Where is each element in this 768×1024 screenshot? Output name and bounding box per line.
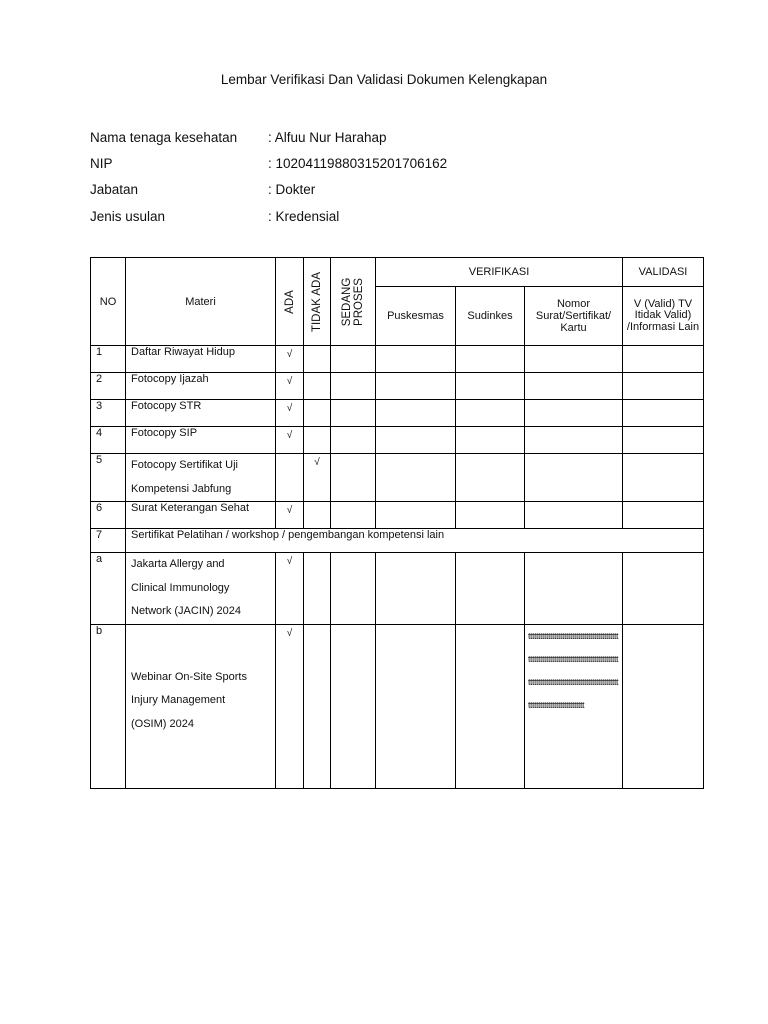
check-mark: √ [276,502,304,529]
row-no: b [91,624,126,788]
check-mark: √ [276,427,304,454]
info-label: Nama tenaga kesehatan [90,129,238,145]
table-row [91,400,704,427]
check-mark: √ [304,454,331,502]
info-label: Jabatan [90,182,139,198]
info-label: NIP [90,155,113,171]
table-row [91,624,704,788]
header-no: NO [91,258,126,346]
row-no: 4 [91,427,126,454]
row-materi: Daftar Riwayat Hidup [126,346,276,373]
table-row [91,346,704,373]
info-value: : Kredensial [268,208,340,224]
info-value: : Dokter [268,182,316,198]
header-row [91,258,704,287]
row-no: 3 [91,400,126,427]
document-title: Lembar Verifikasi Dan Validasi Dokumen Kelengkapan [220,72,548,87]
row-materi: Fotocopy Ijazah [126,373,276,400]
row-materi: Webinar On-Site Sports Injury Management (OSIM) 2024 [126,624,276,788]
info-row-jenis-usulan [90,203,447,229]
header-sedang-proses: SEDANG PROSES [331,258,376,346]
row-materi: Sertifikat Pelatihan / workshop / pengembangan kompetensi lain [126,529,704,553]
table-row [91,553,704,625]
header-tidak-ada: TIDAK ADA [304,258,331,346]
info-value: : Alfuu Nur Harahap [268,129,387,145]
row-materi: Fotocopy Sertifikat Uji Kompetensi Jabfung [126,454,276,502]
header-nomor: Nomor Surat/Sertifikat/ Kartu [525,287,623,346]
header-verifikasi: VERIFIKASI [376,258,623,287]
table-row [91,529,704,553]
header-ada: ADA [276,258,304,346]
header-materi: Materi [126,258,276,346]
info-row-jabatan [90,177,447,203]
info-row-nama [90,124,447,150]
row-no: 7 [91,529,126,553]
check-mark: √ [276,553,304,625]
check-mark: √ [276,400,304,427]
header-puskesmas: Puskesmas [376,287,456,346]
info-row-nip [90,150,447,176]
row-no: 1 [91,346,126,373]
verification-table [90,257,704,789]
row-no: 6 [91,502,126,529]
table-row [91,373,704,400]
info-block [90,124,447,229]
row-no: 2 [91,373,126,400]
row-materi: Surat Keterangan Sehat [126,502,276,529]
row-nomor: ttttttttttttttttttttttttttttttttttttttttttttttttttttttttttttttttttttttttttttttttttttttttttttttttttttttttttttttttttttttttttttttttttttttttttttttttttttttttttttttttttt [525,624,623,788]
info-label: Jenis usulan [90,208,166,224]
header-sudinkes: Sudinkes [456,287,525,346]
check-mark: √ [276,373,304,400]
info-value: : 1020411988031520170616​2 [268,155,448,171]
row-materi: Fotocopy SIP [126,427,276,454]
table-row [91,454,704,502]
table-row [91,502,704,529]
row-materi: Fotocopy STR [126,400,276,427]
row-materi: Jakarta Allergy and Clinical Immunology Network (JACIN) 2024 [126,553,276,625]
header-validasi: VALIDASI [623,258,704,287]
header-validasi-sub: V (Valid) TV Itidak Valid) /Informasi Lain [623,287,704,346]
check-mark: √ [276,624,304,788]
row-no: 5 [91,454,126,502]
check-mark: √ [276,346,304,373]
row-no: a [91,553,126,625]
table-row [91,427,704,454]
